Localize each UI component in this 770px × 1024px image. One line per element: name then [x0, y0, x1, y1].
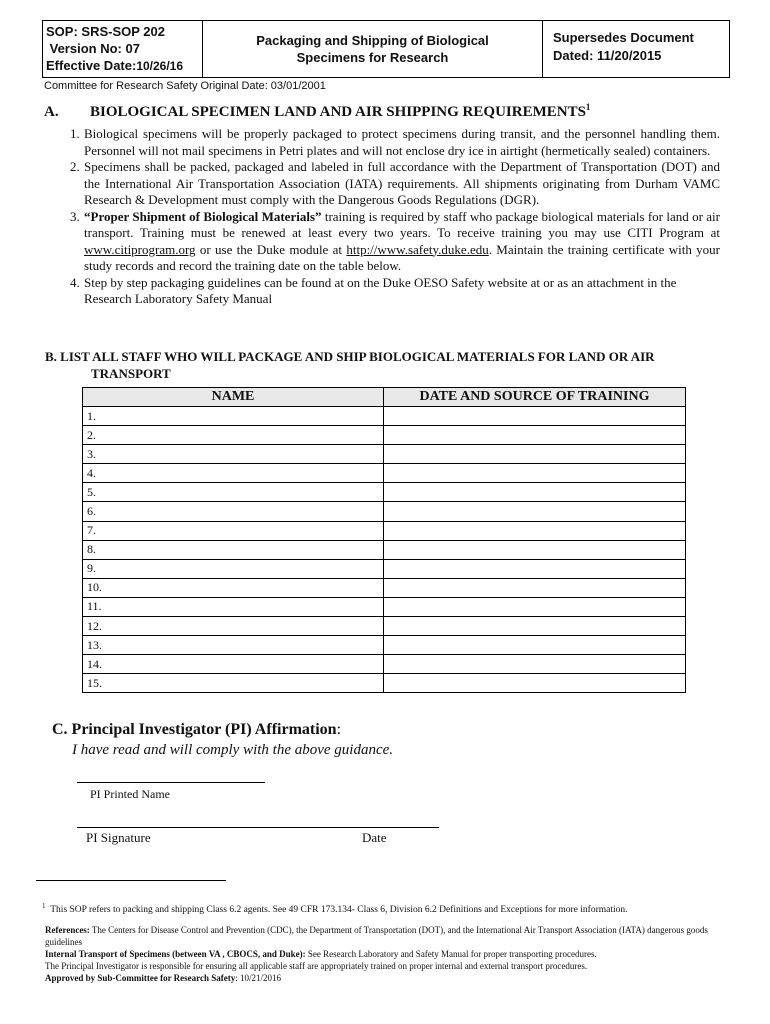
header-title-cell [203, 21, 543, 77]
document-title-line1: Packaging and Shipping of Biological [256, 33, 489, 48]
table-row [83, 559, 686, 578]
table-row [83, 578, 686, 597]
item-text: or use the Duke module at [195, 241, 347, 257]
header-supersedes-cell [543, 21, 729, 77]
training-cell[interactable] [384, 445, 686, 464]
training-cell[interactable] [384, 540, 686, 559]
item-text: Specimens shall be packed, packaged and labeled in full accordance with the Department of Transportation (DOT) and the International Air Transportation Association (IATA) requirements. All shipments originating from Durham VAMC Research & Development must comply with the Dangerous Goods Regulations (DGR). [84, 159, 720, 207]
table-row [83, 502, 686, 521]
internal-transport-label: Internal Transport of Specimens (between VA , CBOCS, and Duke): [45, 949, 306, 959]
training-cell[interactable] [384, 426, 686, 445]
document-title-line2: Specimens for Research [296, 50, 449, 65]
item-text: . Maintain the training certificate with your study records and record the training date on the table below. [84, 241, 720, 273]
training-course-title: “Proper Shipment of Biological Materials” [84, 208, 322, 224]
staff-name-cell[interactable]: 1. [83, 407, 384, 426]
training-cell[interactable] [384, 636, 686, 655]
references-block [45, 924, 725, 984]
internal-transport-text: See Research Laboratory and Safety Manual for proper transporting procedures. [307, 949, 597, 959]
staff-name-cell[interactable]: 13. [83, 636, 384, 655]
item-text: training is required by staff who package biological materials for land or air transport. Training must be renewed at least every two years. To receive training you may use CITI Program at [84, 208, 720, 240]
staff-training-table [82, 387, 686, 693]
staff-name-cell[interactable]: 15. [83, 674, 384, 693]
table-row [83, 464, 686, 483]
references-label: References: [45, 925, 90, 935]
training-cell[interactable] [384, 578, 686, 597]
table-row [83, 426, 686, 445]
section-c-title: C. Principal Investigator (PI) Affirmation [52, 721, 337, 738]
training-cell[interactable] [384, 464, 686, 483]
pi-affirmation-statement: I have read and will comply with the above guidance. [72, 742, 394, 758]
staff-name-cell[interactable]: 9. [83, 559, 384, 578]
training-cell[interactable] [384, 483, 686, 502]
list-item [70, 209, 720, 275]
staff-name-cell[interactable]: 11. [83, 597, 384, 616]
section-b-heading [45, 348, 745, 382]
pi-printed-name-label: PI Printed Name [90, 787, 170, 801]
training-cell[interactable] [384, 597, 686, 616]
table-row [83, 445, 686, 464]
version-number: Version No: 07 [49, 41, 140, 56]
sop-number: SOP: SRS-SOP 202 [46, 24, 165, 39]
table-row [83, 597, 686, 616]
table-row [83, 617, 686, 636]
section-b-title-cont: TRANSPORT [91, 366, 171, 381]
training-cell[interactable] [384, 521, 686, 540]
section-a-heading [44, 102, 590, 121]
pi-printed-name-line[interactable] [77, 782, 265, 783]
document-header [42, 20, 730, 78]
staff-name-cell[interactable]: 10. [83, 578, 384, 597]
list-item [70, 275, 720, 308]
table-row [83, 483, 686, 502]
supersedes-label: Supersedes Document [553, 30, 694, 45]
training-column-header: DATE AND SOURCE OF TRAINING [384, 388, 686, 407]
item-text: Step by step packaging guidelines can be found at on the Duke OESO Safety website at or as an attachment in the Research Laboratory Safety Manual [84, 274, 677, 306]
staff-name-cell[interactable]: 2. [83, 426, 384, 445]
staff-name-cell[interactable]: 14. [83, 655, 384, 674]
effective-date: Effective Date:10/26/16 [46, 58, 184, 73]
references-text: The Centers for Disease Control and Prevention (CDC), the Department of Transportation (DOT), and the International Air Transport Association (IATA) dangerous goods guidelines [45, 925, 708, 947]
internal-transport-line [45, 948, 725, 960]
table-row [83, 540, 686, 559]
section-b-title: B. LIST ALL STAFF WHO WILL PACKAGE AND SHIP BIOLOGICAL MATERIALS FOR LAND OR AIR [45, 349, 655, 364]
footnote-marker: 1 [42, 902, 46, 910]
staff-name-cell[interactable]: 12. [83, 617, 384, 636]
training-cell[interactable] [384, 655, 686, 674]
date-label: Date [362, 830, 387, 845]
footnote-divider [36, 880, 226, 881]
pi-responsibility-line: The Principal Investigator is responsible for ensuring all applicable staff are appropriately trained on proper internal and external transport procedures. [45, 961, 588, 971]
list-item [70, 126, 720, 159]
section-a-letter: A. [44, 104, 59, 120]
item-text: Biological specimens will be properly packaged to protect specimens during transit, and the personnel handling them. Personnel will not mail specimens in Petri plates and will not enclose dry ice in airtight (hermetically sealed) containers. [84, 126, 720, 158]
training-cell[interactable] [384, 674, 686, 693]
pi-signature-line[interactable] [77, 827, 439, 828]
staff-name-cell[interactable]: 4. [83, 464, 384, 483]
training-cell[interactable] [384, 502, 686, 521]
training-cell[interactable] [384, 559, 686, 578]
section-c-colon: : [336, 721, 342, 738]
table-header-row [83, 388, 686, 407]
approval-label: Approved by Sub-Committee for Research Safety [45, 973, 236, 983]
table-row [83, 636, 686, 655]
training-cell[interactable] [384, 617, 686, 636]
table-row [83, 407, 686, 426]
name-column-header: NAME [83, 388, 384, 407]
item-number: 4. [70, 274, 80, 290]
approval-date: : 10/21/2016 [235, 973, 282, 983]
section-c-heading [52, 721, 341, 739]
staff-name-cell[interactable]: 7. [83, 521, 384, 540]
committee-original-date: Committee for Research Safety Original Date: 03/01/2001 [44, 80, 326, 92]
section-a-title: BIOLOGICAL SPECIMEN LAND AND AIR SHIPPING REQUIREMENTS [90, 104, 586, 120]
table-row [83, 655, 686, 674]
footnote [42, 902, 628, 915]
staff-name-cell[interactable]: 3. [83, 445, 384, 464]
item-number: 2. [70, 159, 80, 174]
footnote-text: This SOP refers to packing and shipping Class 6.2 agents. See 49 CFR 173.134- Class 6, Division 6.2 Definitions and Exceptions for more information. [50, 905, 628, 916]
item-number: 1. [70, 126, 80, 141]
item-number: 3. [70, 208, 80, 224]
list-item [70, 159, 720, 209]
duke-safety-link[interactable]: http://www.safety.duke.edu [346, 241, 489, 257]
staff-name-cell[interactable]: 8. [83, 540, 384, 559]
footnote-reference[interactable]: 1 [585, 102, 591, 112]
staff-name-cell[interactable]: 6. [83, 502, 384, 521]
training-cell[interactable] [384, 407, 686, 426]
references-line [45, 924, 725, 948]
supersedes-date: Dated: 11/20/2015 [553, 48, 662, 63]
section-a-requirements-list [70, 126, 720, 308]
header-sop-cell [43, 21, 203, 77]
table-row [83, 521, 686, 540]
citi-program-link[interactable]: www.citiprogram.org [84, 241, 196, 257]
staff-name-cell[interactable]: 5. [83, 483, 384, 502]
table-row [83, 674, 686, 693]
approval-line [45, 972, 725, 984]
pi-signature-label: PI Signature [86, 830, 151, 845]
